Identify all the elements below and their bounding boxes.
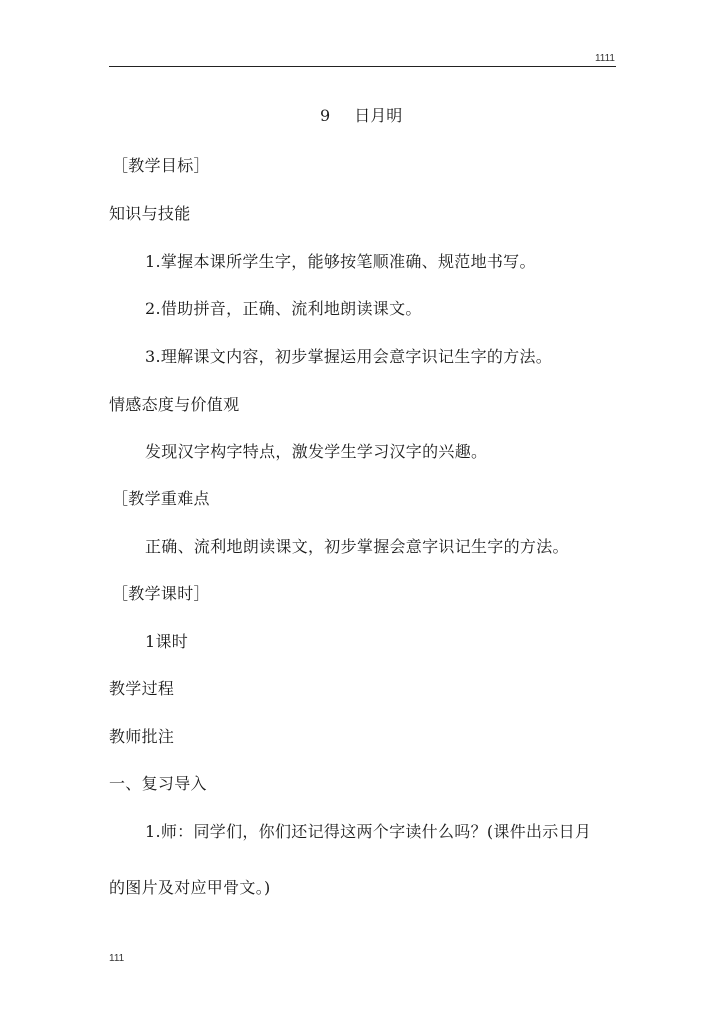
header-page-label: 1111 xyxy=(594,53,615,64)
section-1-heading: 一、复习导入 xyxy=(109,774,207,793)
footer-page-label: 111 xyxy=(109,953,125,964)
emotion-heading: 情感态度与价值观 xyxy=(109,395,240,414)
key-points-text: 正确、流利地朗读课文，初步掌握会意字识记生字的方法。 xyxy=(145,537,569,556)
lesson-number: 9 xyxy=(320,106,331,125)
goal-3: 3.理解课文内容，初步掌握运用会意字识记生字的方法。 xyxy=(145,347,553,366)
teacher-notes-heading: 教师批注 xyxy=(109,727,175,746)
objectives-heading: ［教学目标］ xyxy=(112,156,210,175)
key-points-heading: ［教学重难点 xyxy=(112,489,210,508)
lesson-title xyxy=(320,106,402,126)
header-rule xyxy=(109,66,616,67)
lesson-title-text: 日月明 xyxy=(354,106,403,125)
hours-text: 1课时 xyxy=(145,632,189,651)
goal-1: 1.掌握本课所学生字，能够按笔顺准确、规范地书写。 xyxy=(145,252,536,271)
step-1-line-1: 1.师：同学们，你们还记得这两个字读什么吗？(课件出示日月 xyxy=(145,822,592,841)
step-1-line-2: 的图片及对应甲骨文。) xyxy=(109,878,271,897)
hours-heading: ［教学课时］ xyxy=(112,584,210,603)
knowledge-heading: 知识与技能 xyxy=(109,204,191,223)
process-heading: 教学过程 xyxy=(109,679,175,698)
emotion-text: 发现汉字构字特点，激发学生学习汉字的兴趣。 xyxy=(145,442,488,461)
goal-2: 2.借助拼音，正确、流利地朗读课文。 xyxy=(145,299,422,318)
